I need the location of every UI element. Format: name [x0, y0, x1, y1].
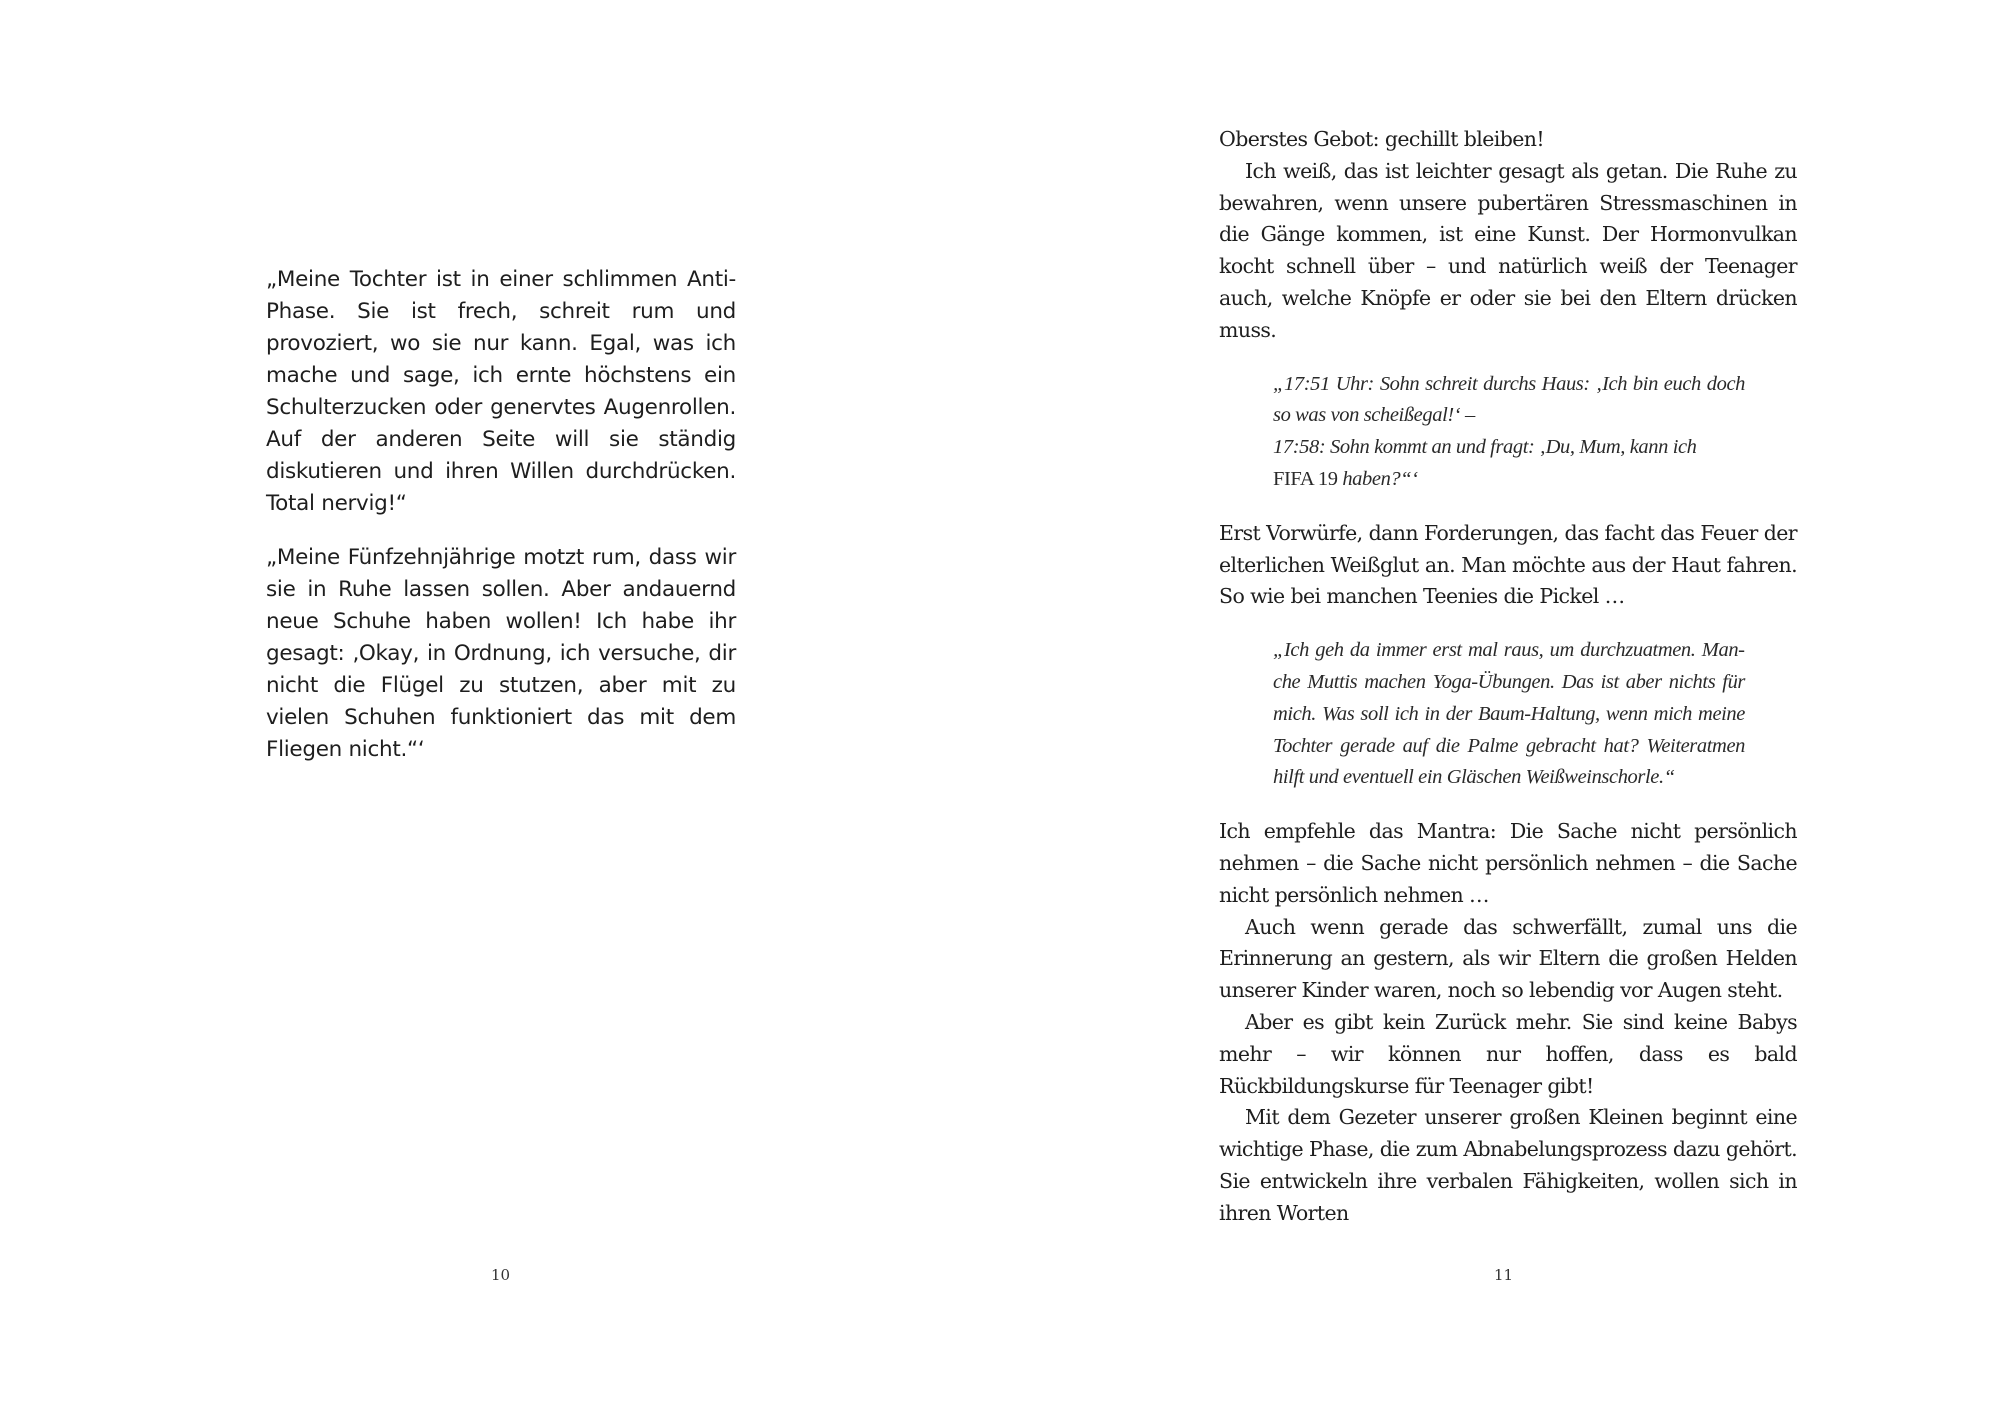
left-page-text	[266, 264, 736, 788]
indented-quote-1	[1273, 369, 1745, 496]
body-paragraph-3: Ich empfehle das Mantra: Die Sache nicht persönlich nehmen – die Sache nicht persönlich nehmen – die Sache nicht persönlich nehmen …	[1219, 819, 1797, 907]
body-paragraph-1: Ich weiß, das ist leichter gesagt als getan. Die Ruhe zu bewahren, wenn unsere pubertären Stressmaschinen in die Gänge kommen, ist eine Kunst. Der Hormonvulkan kocht schnell über – und natürlich weiß der Teenager auch, welche Knöpfe er oder sie bei den Eltern drücken muss.	[1219, 158, 1797, 342]
page-number-right: 11	[1494, 1266, 1514, 1284]
quote-1-game-title: FIFA 19	[1273, 467, 1338, 490]
right-page-text	[1219, 124, 1797, 1230]
heading-line: Oberstes Gebot: gechillt bleiben!	[1219, 127, 1545, 151]
page-number-left: 10	[491, 1266, 511, 1284]
quote-1-ending: haben?“‘	[1337, 467, 1418, 490]
quote-1-line-1: „17:51 Uhr: Sohn schreit durchs Haus: ‚Ich bin euch doch so was von scheißegal!‘ –	[1273, 372, 1745, 427]
quote-1-line-3	[1273, 464, 1745, 496]
indented-quote-2: „Ich geh da immer erst mal raus, um durchzuatmen. Manche Muttis machen Yoga-Übungen. Das ist aber nichts für mich. Was soll ich in der Baum-Haltung, wenn mich meine Tochter gerade auf die Palme gebracht hat? Weiteratmen hilft und eventuell ein Gläschen Weißweinschorle.“	[1273, 639, 1745, 789]
right-page	[1000, 0, 2000, 1414]
quote-paragraph-2: „Meine Fünfzehnjährige motzt rum, dass wir sie in Ruhe lassen sollen. Aber andauernd neue Schuhe haben wollen! Ich habe ihr gesagt: ‚Okay, in Ordnung, ich versuche, dir nicht die Flügel zu stutzen, aber mit zu vielen Schuhen funktioniert das mit dem Fliegen nicht.“‘	[266, 545, 736, 762]
quote-paragraph-1: „Meine Tochter ist in einer schlimmen Anti-Phase. Sie ist frech, schreit rum und provoziert, wo sie nur kann. Egal, was ich mache und sage, ich ernte höchstens ein Schulterzucken oder genervtes Augenrollen. Auf der anderen Seite will sie ständig diskutieren und ihren Willen durchdrücken. Total nervig!“	[266, 267, 736, 516]
body-paragraph-4: Auch wenn gerade das schwerfällt, zumal uns die Erinnerung an gestern, als wir Eltern die großen Helden unserer Kinder waren, noch so lebendig vor Augen steht.	[1219, 914, 1797, 1003]
body-paragraph-2: Erst Vorwürfe, dann Forderungen, das facht das Feuer der elterlichen Weißglut an. Man möchte aus der Haut fahren. So wie bei manchen Teenies die Pickel …	[1219, 520, 1797, 609]
body-paragraph-6: Mit dem Gezeter unserer großen Kleinen beginnt eine wichtige Phase, die zum Abnabelungsprozess dazu gehört. Sie entwickeln ihre verbalen Fähigkeiten, wollen sich in ihren Worten	[1219, 1105, 1797, 1225]
quote-1-line-2: 17:58: Sohn kommt an und fragt: ‚Du, Mum, kann ich	[1273, 436, 1697, 459]
body-paragraph-5: Aber es gibt kein Zurück mehr. Sie sind keine Babys mehr – wir können nur hoffen, dass es bald Rückbildungskurse für Teenager gibt!	[1219, 1009, 1797, 1098]
